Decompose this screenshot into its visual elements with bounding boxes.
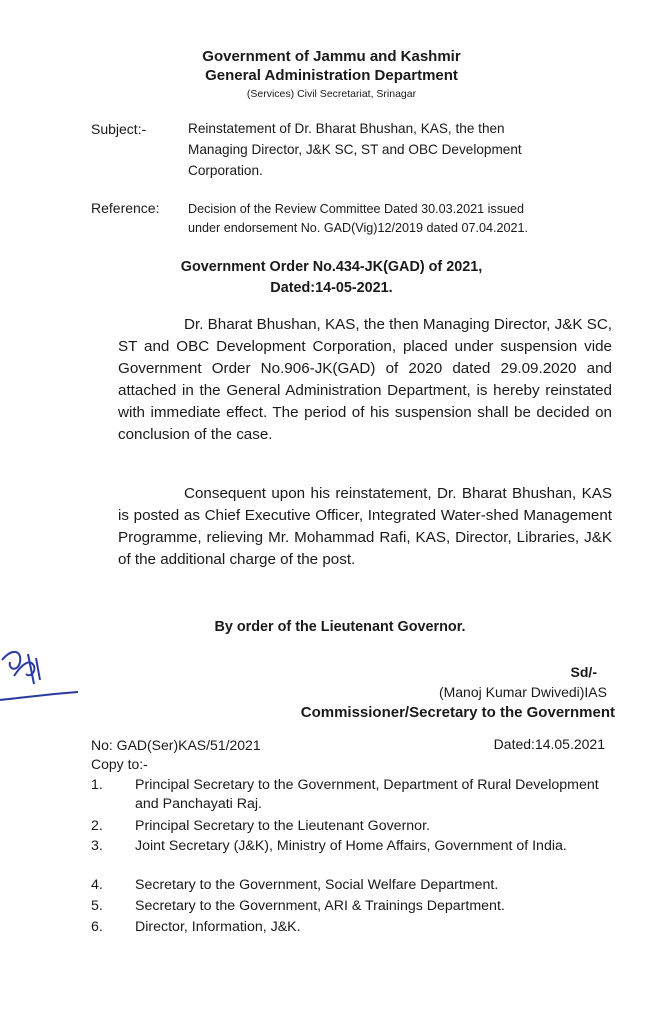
- copy-list-text: Director, Information, J&K.: [135, 919, 301, 935]
- subject-text: [188, 118, 608, 181]
- subject-line-2: Managing Director, J&K SC, ST and OBC Development: [188, 142, 522, 157]
- body-paragraph-1: [118, 314, 612, 446]
- subject-line-1: Reinstatement of Dr. Bharat Bhushan, KAS, the then: [188, 121, 505, 136]
- copy-list-text: Secretary to the Government, Social Welfare Department.: [135, 877, 499, 893]
- header-government: Government of Jammu and Kashmir: [202, 48, 461, 65]
- copy-list-number: 2.: [91, 818, 103, 834]
- copy-list-text: Secretary to the Government, ARI & Trainings Department.: [135, 898, 505, 914]
- copy-to-label: Copy to:-: [91, 756, 148, 772]
- copy-list-number: 3.: [91, 838, 103, 854]
- order-title: Government Order No.434-JK(GAD) of 2021,: [180, 259, 483, 275]
- header-address: (Services) Civil Secretariat, Srinagar: [246, 88, 417, 100]
- copy-list-number: 6.: [91, 919, 103, 935]
- header-department: General Administration Department: [205, 67, 458, 84]
- subject-label: Subject:-: [91, 121, 147, 137]
- copy-list-text: Principal Secretary to the Lieutenant Governor.: [135, 818, 430, 834]
- copy-list-text: Principal Secretary to the Government, Department of Rural Development and Panchayati Raj.: [135, 777, 599, 812]
- reference-text: [188, 200, 613, 238]
- reference-line-1: Decision of the Review Committee Dated 30.03.2021 issued: [188, 202, 525, 216]
- copy-list-text: Joint Secretary (J&K), Ministry of Home Affairs, Government of India.: [135, 838, 567, 854]
- reference-line-2: under endorsement No. GAD(Vig)12/2019 dated 07.04.2021.: [188, 221, 529, 235]
- endorsement-date: Dated:14.05.2021: [493, 736, 605, 752]
- by-order-line: By order of the Lieutenant Governor.: [214, 619, 466, 635]
- body-paragraph-2-text: Consequent upon his reinstatement, Dr. Bharat Bhushan, KAS is posted as Chief Executive Officer, Integrated Water-shed Management Programme, relieving Mr. Mohammad Rafi, KAS, Director, Libraries, J&K of the additional charge of the post.: [118, 485, 612, 568]
- subject-line-3: Corporation.: [188, 163, 263, 178]
- signatory-designation: Commissioner/Secretary to the Government: [300, 704, 615, 721]
- handwritten-initials-signature: [0, 640, 80, 720]
- order-date: Dated:14-05-2021.: [270, 280, 393, 296]
- copy-list-number: 4.: [91, 877, 103, 893]
- body-paragraph-2: [118, 483, 612, 571]
- reference-label: Reference:: [91, 200, 160, 216]
- copy-list-number: 1.: [91, 777, 103, 793]
- body-paragraph-1-text: Dr. Bharat Bhushan, KAS, the then Managing Director, J&K SC, ST and OBC Development Corporation, placed under suspension vide Government Order No.906-JK(GAD) of 2020 dated 29.09.2020 and attached in the General Administration Department, is hereby reinstated with immediate effect. The period of his suspension shall be decided on conclusion of the case.: [118, 316, 613, 443]
- signatory-name: (Manoj Kumar Dwivedi)IAS: [438, 684, 607, 700]
- copy-list-number: 5.: [91, 898, 103, 914]
- signed-mark: Sd/-: [570, 664, 597, 680]
- endorsement-number: No: GAD(Ser)KAS/51/2021: [91, 737, 261, 753]
